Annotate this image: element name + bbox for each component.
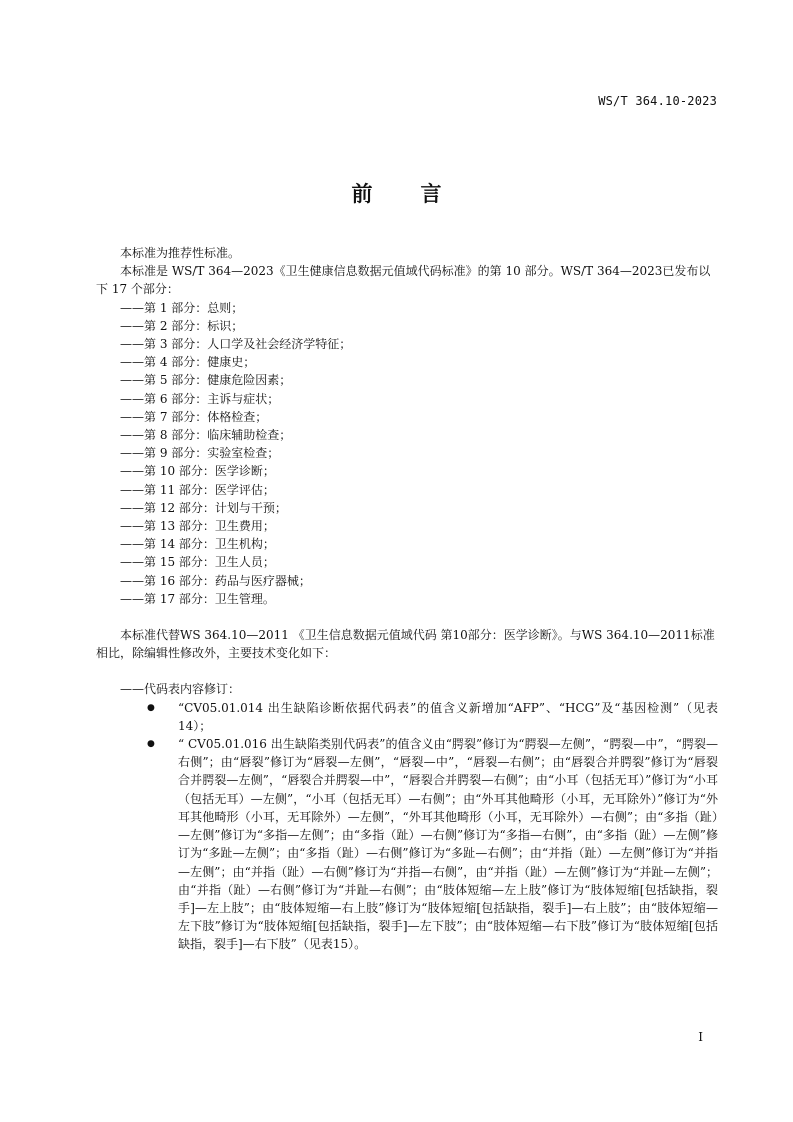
list-item: ——第 7 部分：体格检查； — [120, 409, 268, 424]
list-item: ——第 3 部分：人口学及社会经济学特征； — [120, 337, 352, 352]
change-item: ● “ CV05.01.016 出生缺陷类别代码表”的值含义由“腭裂”修订为“腭裂—左侧”，“腭裂—中”，“腭裂—右侧”；由“唇裂”修订为“唇裂—左侧”，“唇裂—中”，“唇裂—右侧”；由“唇裂合并腭裂”修订为“唇裂合并腭裂—左侧”，“唇裂合并腭裂—中”，“唇裂合并腭裂—右侧”；由“小耳（包括无耳）”修订为“小耳（包括无耳）—左侧”，“小耳（包括无耳）—右侧”；由“外耳其他畸形（小耳，无耳除外）”修订为“外耳其他畸形（小耳，无耳除外）—左侧”，“外耳其他畸形（小耳，无耳除外）—右侧”；由“多指（趾）—左侧”修订为“多指—左侧”；由“多指（趾）—右侧”修订为“多指—右侧”，由“多指（趾）—左侧”修订为“多趾—左侧”；由“多指（趾）—右侧”修订为“多趾—右侧”；由“并指（趾）—左侧”修订为“并指—左侧”；由“并指（趾）—右侧”修订为“并指—右侧”，由“并指（趾）—左侧”修订为“并趾—左侧”；由“并指（趾）—右侧”修订为“并趾—右侧”；由“肢体短缩—左上肢”修订为“肢体短缩[包括缺指，裂手]—左上肢”；由“肢体短缩—右上肢”修订为“肢体短缩[包括缺指，裂手]—右上肢”；由“肢体短缩—左下肢”修订为“肢体短缩[包括缺指，裂手]—左下肢”；由“肢体短缩—右下肢”修订为“肢体短缩[包括缺指，裂手]—右下肢”（见表15）。 — [178, 735, 718, 953]
list-item: ——第 13 部分：卫生费用； — [120, 519, 275, 534]
list-item: ——第 2 部分：标识； — [120, 318, 244, 333]
list-item: ——第 8 部分：临床辅助检查； — [120, 428, 292, 443]
list-item: ——第 12 部分：计划与干预； — [120, 500, 287, 515]
list-item: ——第 14 部分：卫生机构； — [120, 537, 275, 552]
list-item: ——第 16 部分：药品与医疗器械； — [120, 573, 311, 588]
list-item: ——第 9 部分：实验室检查； — [120, 446, 280, 461]
standard-code: WS/T 364.10-2023 — [598, 94, 717, 108]
list-item: ——第 6 部分：主诉与症状； — [120, 391, 280, 406]
list-item: ——第 10 部分：医学诊断； — [120, 464, 275, 479]
changes-heading: ——代码表内容修订： — [120, 682, 241, 697]
list-item: ——第 5 部分：健康危险因素； — [120, 373, 292, 388]
list-item: ——第 15 部分：卫生人员； — [120, 555, 275, 570]
parts-list — [96, 299, 718, 608]
changes-list — [96, 699, 718, 954]
list-item: ——第 11 部分：医学评估； — [120, 482, 275, 497]
replacement-paragraph: 本标准代替WS 364.10—2011 《卫生信息数据元值域代码 第10部分：医学诊断》。与WS 364.10—2011标准相比，除编辑性修改外，主要技术变化如下： — [96, 628, 715, 661]
title-char-2: 言 — [420, 181, 442, 206]
page-number: I — [698, 1030, 703, 1044]
list-item: ——第 4 部分：健康史； — [120, 355, 256, 370]
page-title — [0, 178, 793, 208]
title-char-1: 前 — [351, 181, 373, 206]
list-item: ——第 17 部分：卫生管理。 — [120, 591, 275, 606]
change-item: ● “CV05.01.014 出生缺陷诊断依据代码表”的值含义新增加“AFP”、“HCG”及“基因检测”（见表14）； — [178, 699, 718, 735]
part-of-paragraph: 本标准是 WS/T 364—2023《卫生健康信息数据元值域代码标准》的第 10 部分。WS/T 364—2023已发布以下 17 个部分： — [96, 264, 711, 297]
recommendation-paragraph: 本标准为推荐性标准。 — [120, 246, 241, 260]
list-item: ——第 1 部分：总则； — [120, 300, 244, 315]
foreword-body — [96, 244, 718, 954]
